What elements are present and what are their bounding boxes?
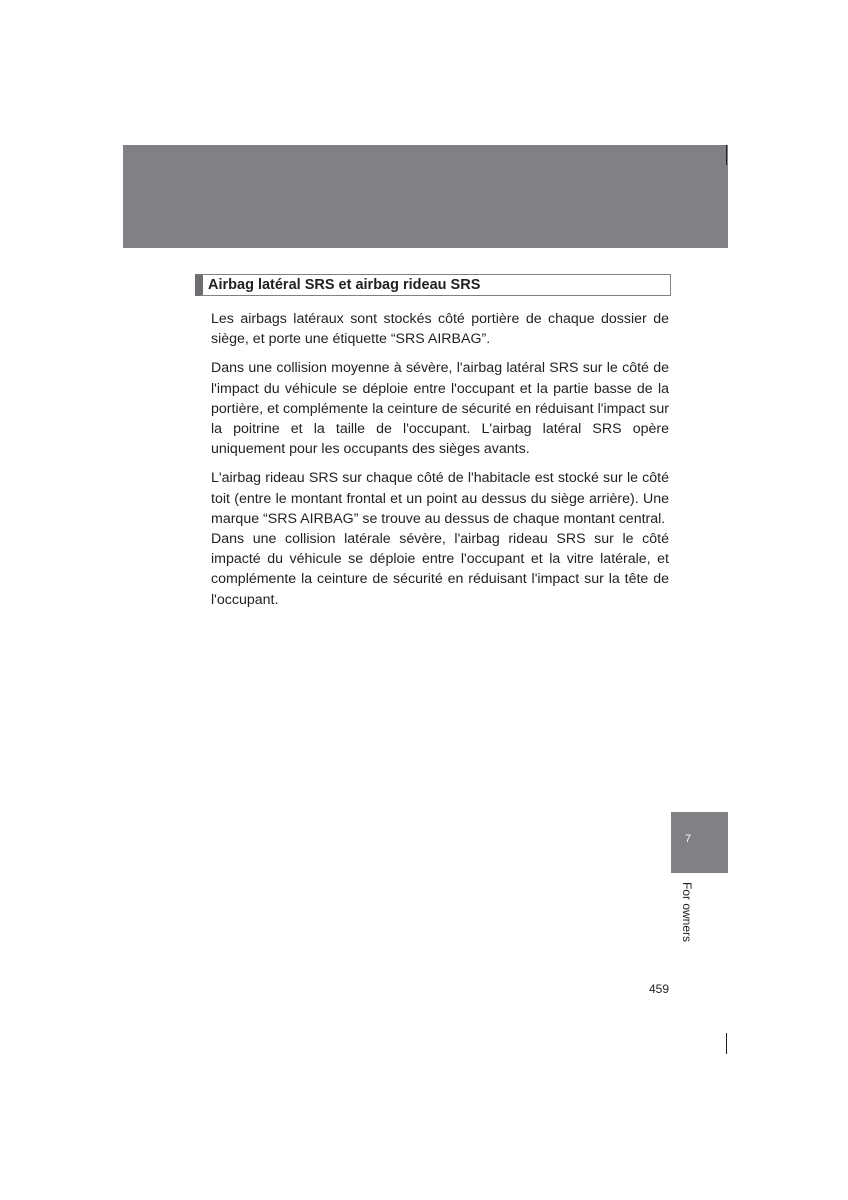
paragraph-curtain-airbag-storage: L'airbag rideau SRS sur chaque côté de l'habitacle est stocké sur le côté toit (entre le montant frontal et un point au dessus du siège arrière). Une marque “SRS AIRBAG” se trouve au dessus de chaque montant central. [211,470,669,527]
chapter-number: 7 [685,833,692,845]
page-number: 459 [649,982,670,996]
section-heading-text: Airbag latéral SRS et airbag rideau SRS [208,277,481,293]
chapter-title: For owners [680,882,694,943]
paragraph-side-airbag-storage: Les airbags latéraux sont stockés côté portière de chaque dossier de siège, et porte une étiquette “SRS AIRBAG”. [211,311,669,348]
header-band [123,145,728,248]
crop-mark-top [726,145,727,165]
crop-mark-bottom [726,1033,727,1054]
paragraph-curtain-airbag-deployment: Dans une collision latérale sévère, l'airbag rideau SRS sur le côté impacté du véhicule se déploie entre l'occupant et la vitre latérale, et complémente la ceinture de sécurité en réduisant l'impact sur la tête de l'occupant. [211,531,669,608]
chapter-tab [671,812,728,873]
paragraph-side-airbag-deployment: Dans une collision moyenne à sévère, l'airbag latéral SRS sur le côté de l'impact du véhicule se déploie entre l'occupant et la partie basse de la portière, et complémente la ceinture de sécurité en réduisant l'impact sur la poitrine et la taille de l'occupant. L'airbag latéral SRS opère uniquement pour les occupants des sièges avants. [211,360,669,458]
body-text [211,309,669,610]
section-heading [195,274,671,296]
